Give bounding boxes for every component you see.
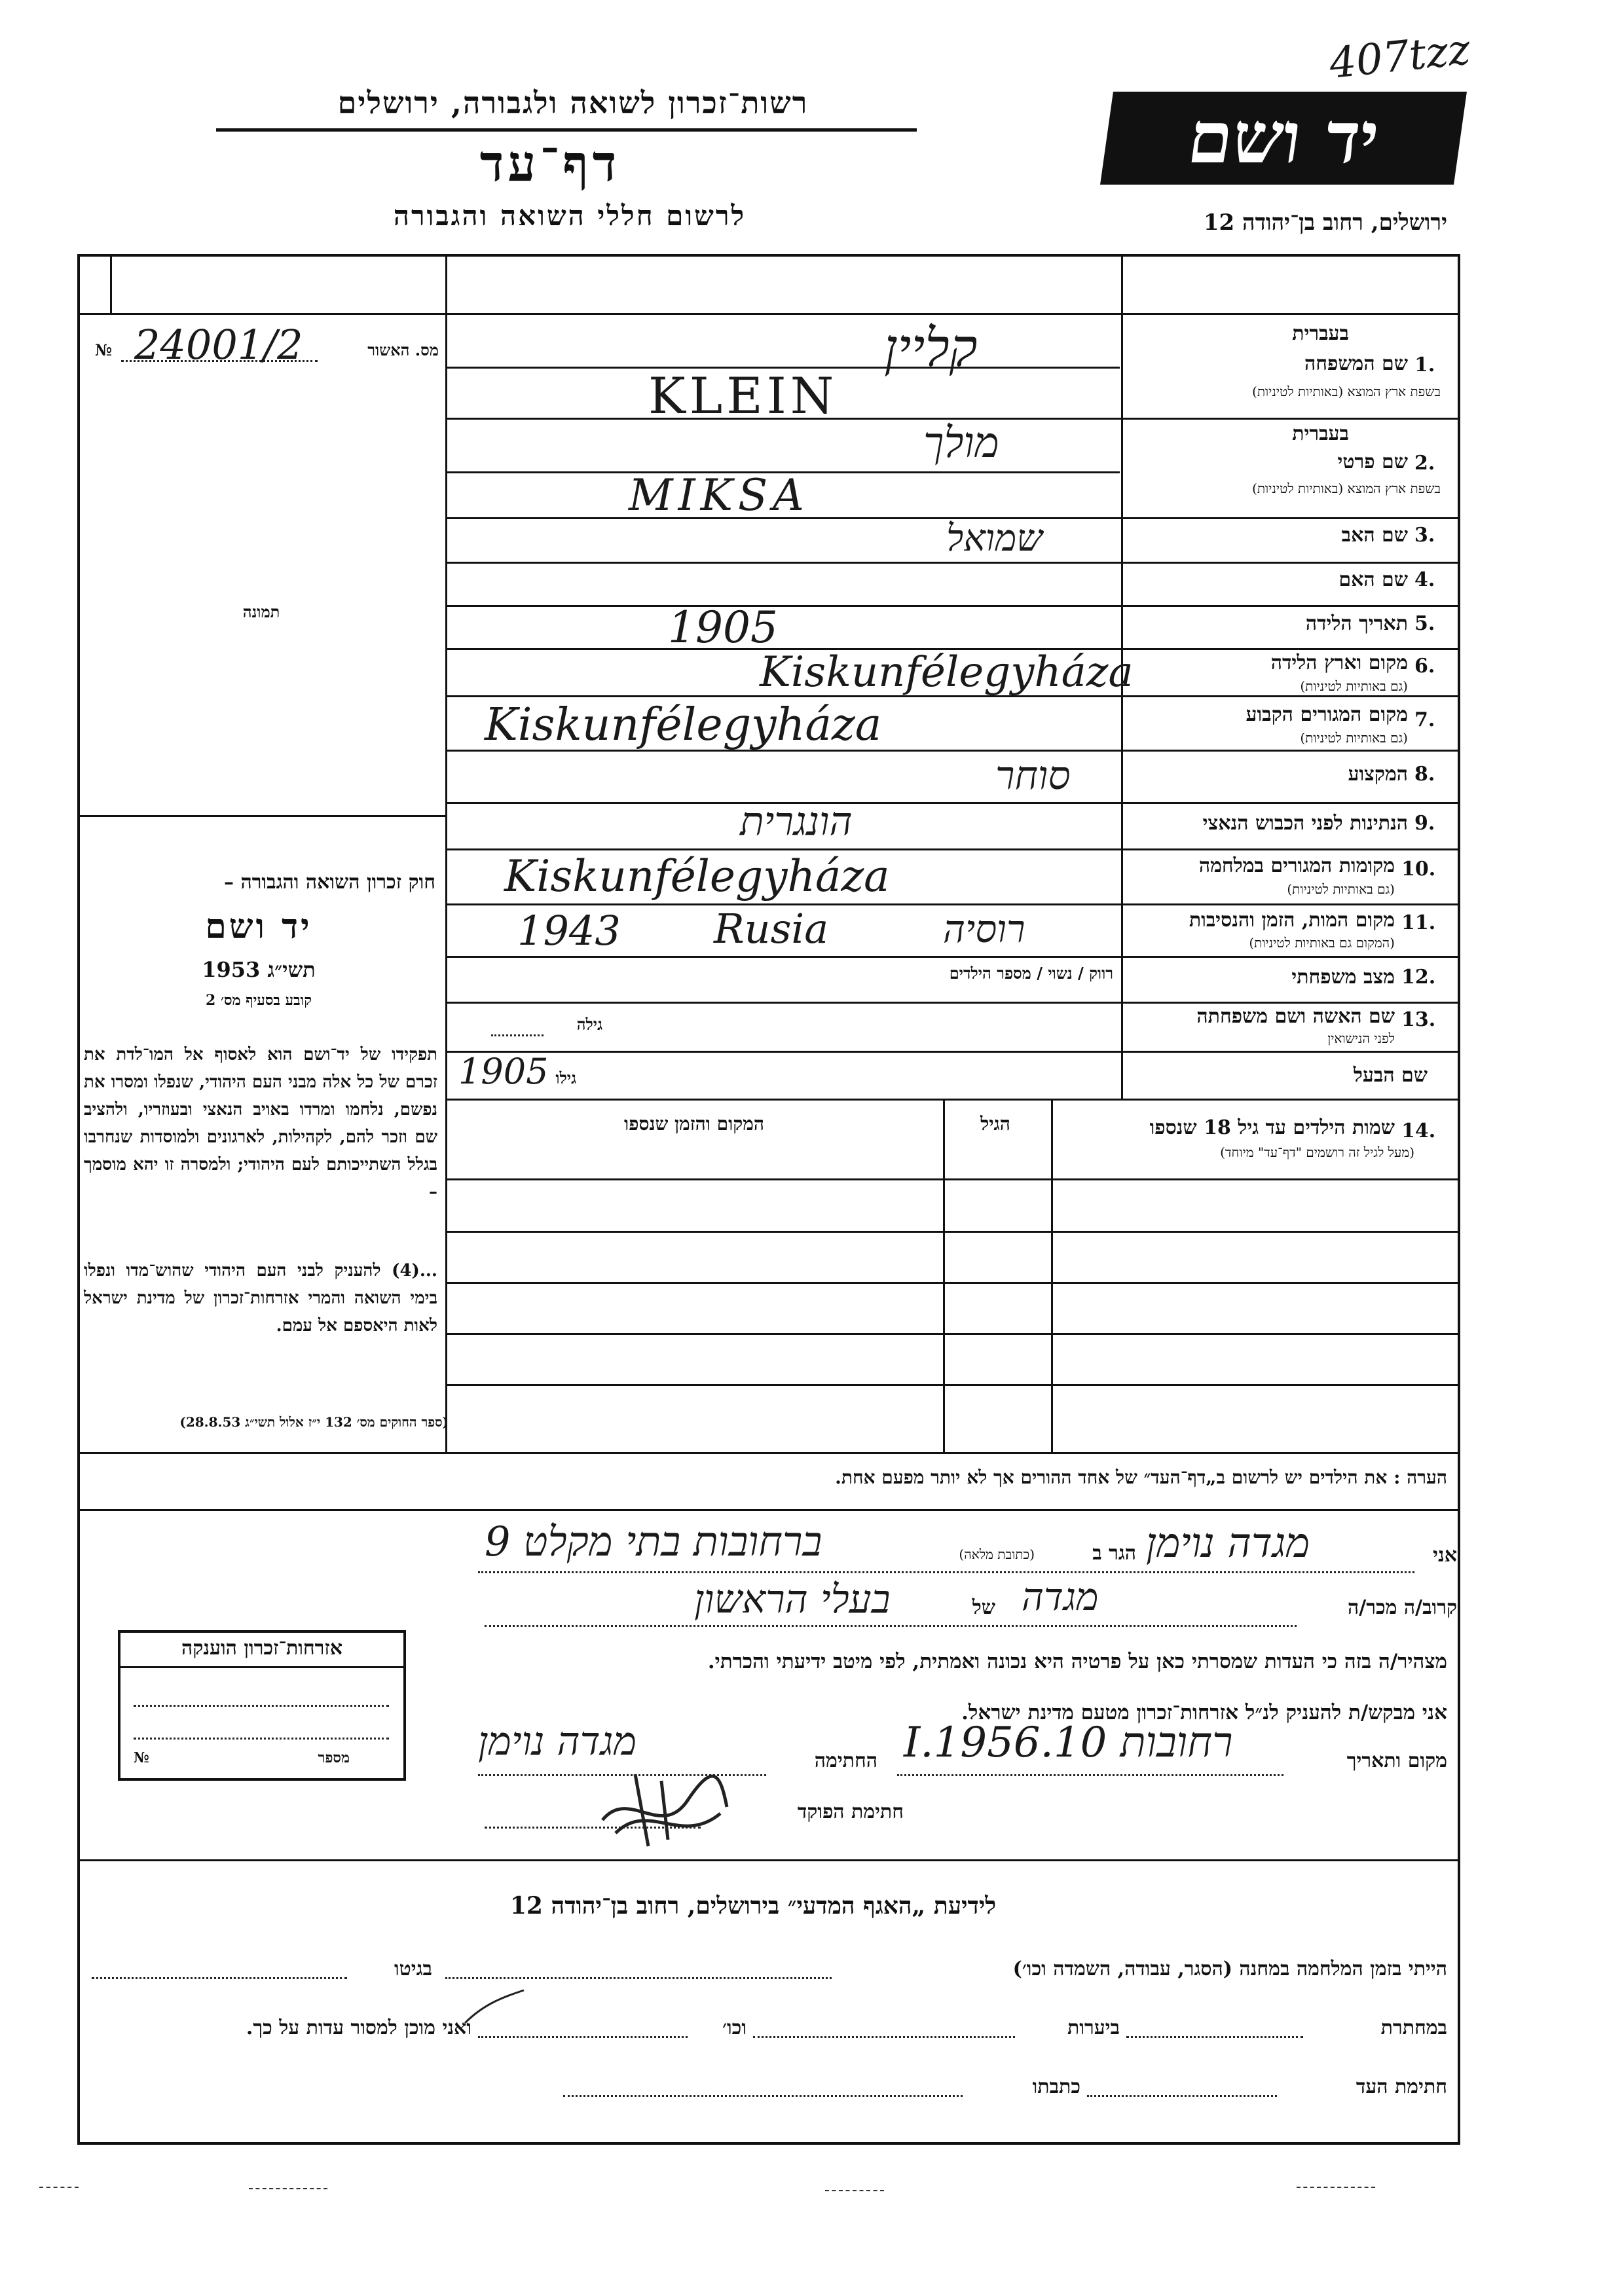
- field-1-label: שם המשפחה: [1304, 352, 1408, 375]
- decl-full-address-label: (כתובת מלאה): [959, 1546, 1035, 1562]
- law-citation: (ספר החוקים מס׳ 132 י״ז אלול תשי״ג 28.8.53): [179, 1414, 449, 1430]
- field-1-tag: בעברית: [1292, 322, 1349, 345]
- field-6-value[interactable]: Kiskunfélegyháza: [760, 648, 1134, 697]
- citizenship-box-title: אזרחות־זכרון הוענקה: [120, 1637, 403, 1668]
- children-bottom-line: [77, 1452, 1460, 1454]
- field-2-label: שם פרטי: [1337, 450, 1408, 473]
- field-2-hebrew-value[interactable]: מולך: [923, 419, 999, 467]
- decl-statement: מצהיר/ה בזה כי העדות שמסרתי כאן על פרטיה היא נכונה ואמתית, לפי מיטב ידיעתי והכרתי.: [707, 1650, 1447, 1673]
- decl-of-label: של: [972, 1596, 995, 1619]
- footer-line3-address: כתבתו: [1032, 2075, 1080, 2098]
- org-underline: [216, 128, 917, 132]
- field-11-place[interactable]: Rusia: [714, 905, 829, 953]
- footer-line3-witness-sig: חתימת העד: [1356, 2075, 1447, 2098]
- children-col-divider: [943, 1099, 945, 1452]
- footer-line1-camp: הייתי בזמן המלחמה במחנה (הסגר, עבודה, השמדה וכו׳): [1012, 1958, 1447, 1980]
- field-12-label: מצב משפחתי: [1291, 966, 1395, 989]
- children-number: 14.: [1401, 1120, 1436, 1142]
- field-10-sub: (גם באותיות לטיניות): [1287, 881, 1395, 897]
- footer-line2-forests: ביערות: [1067, 2016, 1120, 2039]
- footer-line2c-dotted: [478, 2036, 688, 2038]
- children-row-line: [445, 1333, 1460, 1335]
- field-13-label: שם האשה ושם משפחתה: [1196, 1005, 1395, 1028]
- decl-signature-value[interactable]: מגדה נוימן: [478, 1719, 637, 1764]
- address-line: ירושלים, רחוב בן־יהודה 12: [1203, 210, 1447, 236]
- field-5-label: תאריך הלידה: [1305, 612, 1408, 635]
- field-1-sub: בשפת ארץ המוצא (באותיות לטיניות): [1252, 384, 1441, 399]
- field-6-number: 6.: [1414, 655, 1435, 678]
- field-2-number: 2.: [1414, 452, 1435, 475]
- decl-place-date-dotted: [897, 1774, 1283, 1776]
- top-strip-tick: [110, 254, 112, 313]
- field-7-number: 7.: [1414, 708, 1435, 731]
- field-13-sub: לפני הנישואין: [1327, 1030, 1395, 1046]
- law-section: קובע בסעיף מס׳ 2: [205, 992, 312, 1009]
- children-label: שמות הילדים עד גיל 18 שנספו: [1149, 1116, 1395, 1139]
- citizenship-dotted: [134, 1738, 389, 1740]
- field-2-sub: בשפת ארץ המוצא (באותיות לטיניות): [1252, 481, 1441, 496]
- row-line: [445, 1051, 1460, 1053]
- scan-artifact: [39, 2187, 79, 2188]
- approval-label: מס. האשור: [367, 340, 439, 359]
- row-line: [445, 802, 1460, 804]
- field-3-label: שם האב: [1341, 524, 1408, 547]
- field-11-year[interactable]: 1943: [517, 907, 621, 955]
- field-9-number: 9.: [1414, 812, 1435, 835]
- decl-relative-label: קרוב/ה מכר/ה: [1348, 1596, 1457, 1619]
- row-line: [445, 562, 1460, 564]
- decl-request: אני מבקש/ת להעניק לנ״ל אזרחות־זכרון מטעם מדינת ישראל.: [961, 1701, 1447, 1724]
- field-3-value[interactable]: שמואל: [946, 517, 1043, 560]
- field-2-latin-value[interactable]: MIKSA: [629, 470, 809, 520]
- law-year: תשי״ג 1953: [202, 957, 316, 982]
- decl-place-date-value[interactable]: רחובות 10.I.1956: [904, 1719, 1233, 1767]
- approval-no-symbol: №: [95, 340, 113, 359]
- form-title: דף־עד: [479, 134, 621, 192]
- footer-notice: לידיעת „האגף המדעי״ בירושלים, רחוב בן־יהודה 12: [509, 1892, 997, 1920]
- field-1-hebrew-value[interactable]: קליין: [884, 318, 978, 378]
- scan-artifact: [825, 2190, 884, 2191]
- left-column-divider: [445, 254, 447, 1452]
- corner-handwritten-number: 407tzz: [1327, 25, 1473, 89]
- decl-relation-value[interactable]: בעלי הראשון: [694, 1576, 891, 1622]
- field-3-number: 3.: [1414, 524, 1435, 547]
- field-9-value[interactable]: הונגרית: [740, 799, 853, 845]
- top-strip-tick: [1121, 254, 1123, 313]
- scan-artifact: [1297, 2187, 1375, 2188]
- field-5-number: 5.: [1414, 612, 1435, 635]
- field-5-value[interactable]: 1905: [668, 602, 778, 653]
- law-title: חוק זכרון השואה והגבורה –: [224, 871, 435, 894]
- footer-line2b-dotted: [753, 2036, 1015, 2038]
- decl-lives-at: הגר ב: [1092, 1542, 1136, 1565]
- row-line: [445, 956, 1460, 958]
- inspector-signature-scribble: [589, 1761, 733, 1853]
- decl-inspector-label: חתימת הפוקד: [797, 1800, 904, 1823]
- footer-line3-dotted: [1087, 2095, 1277, 2097]
- footer-line1b-dotted: [92, 1977, 347, 1979]
- row-line: [445, 848, 1460, 850]
- husband-age-label: גילו: [555, 1068, 576, 1087]
- footer-line2-testimony: ואני מוכן למסור עדות על כך.: [246, 2016, 471, 2039]
- decl-place-date-label: מקום ותאריך: [1346, 1749, 1447, 1772]
- label-column-divider: [1121, 313, 1123, 1099]
- law-clause-4: ...(4) להעניק לבני העם היהודי שהוש־מדו ונפלו בימי השואה והמרי אזרחות־זכרון של מדינת ישראל לאות היאספם אל עמם.: [84, 1261, 437, 1336]
- decl-i-label: אני: [1433, 1544, 1457, 1567]
- children-row-line: [445, 1231, 1460, 1233]
- footer-line1-dotted: [445, 1977, 832, 1979]
- decl-bottom-line: [77, 1859, 1460, 1861]
- approval-number: 24001/2: [134, 321, 303, 369]
- field-12-printed-options: רווק / נשוי / מספר הילדים: [949, 964, 1113, 983]
- photo-label: תמונה: [242, 602, 280, 621]
- row-line: [445, 1002, 1460, 1004]
- field-1-latin-value[interactable]: KLEIN: [648, 367, 838, 425]
- yad-vashem-logo: [1100, 92, 1467, 185]
- field-1-number: 1.: [1414, 354, 1435, 376]
- top-strip-line: [77, 313, 1460, 315]
- org-line: רשות־זכרון לשואה ולגבורה, ירושלים: [337, 85, 809, 120]
- law-paragraph: תפקידו של יד־ושם הוא לאסוף אל המו־לדת את זכרם של כל אלה מבני העם היהודי, שנפלו ומסרו את נפשם, נלחמו ומרדו באויב הנאצי ובעוזריו, ולהציב שם וזכר להם, לקהילות, לארגונים ולמוסדות שנחרבו בגלל השתייכותם לעם היהודי; ולמסרה זו יהא מוסמך –: [84, 1045, 437, 1202]
- form-subtitle: לרשום חללי השואה והגבורה: [393, 200, 747, 232]
- footer-line2-etc: וכו׳: [722, 2016, 747, 2039]
- field-7-sub: (גם באותיות לטיניות): [1300, 730, 1408, 746]
- children-note: הערה : את הילדים יש לרשום ב„דף־העד״ של אחד ההורים אך לא יותר מפעם אחת.: [835, 1467, 1447, 1488]
- footer-line2-underground: במחתרת: [1380, 2016, 1447, 2039]
- field-6-label: מקום וארץ הלידה: [1270, 651, 1408, 674]
- field-10-number: 10.: [1401, 858, 1436, 881]
- decl-declarant-name[interactable]: מגדה נוימן: [1146, 1519, 1310, 1567]
- field-8-value[interactable]: סוחר: [995, 753, 1071, 799]
- field-13-age-label: גילה: [576, 1015, 602, 1034]
- note-line: [77, 1509, 1460, 1511]
- field-10-value[interactable]: Kiskunfélegyháza: [504, 851, 890, 902]
- field-2-tag: בעברית: [1292, 422, 1349, 445]
- citizenship-no-symbol: №: [134, 1749, 149, 1766]
- law-name: יד ושם: [205, 907, 312, 947]
- children-sub: (מעל לגיל זה רושמים "דף־עד" מיוחד): [1220, 1144, 1414, 1160]
- field-7-value[interactable]: Kiskunfélegyháza: [485, 699, 882, 751]
- row-line: [445, 1099, 1460, 1101]
- logo-text: יד ושם: [1183, 97, 1384, 179]
- decl-address-dotted: [478, 1571, 1414, 1573]
- husband-label: שם הבעל: [1353, 1064, 1428, 1087]
- field-7-label: מקום המגורים הקבוע: [1246, 703, 1408, 726]
- row-line: [445, 903, 1460, 905]
- field-9-label: הנתינות לפני הכבוש הנאצי: [1202, 812, 1408, 835]
- field-11-sub: (המקום גם באותיות לטיניות): [1249, 935, 1395, 951]
- field-12-number: 12.: [1401, 966, 1436, 989]
- decl-declarant-address[interactable]: ברחובות בתי מקלט 9: [485, 1518, 822, 1565]
- citizenship-dotted: [134, 1705, 389, 1707]
- decl-relation-of[interactable]: מגדה: [1022, 1575, 1099, 1619]
- children-col-place: המקום והזמן שנספו: [624, 1113, 764, 1135]
- field-11-number: 11.: [1401, 911, 1436, 934]
- husband-age-value[interactable]: 1905: [458, 1051, 549, 1092]
- field-8-label: המקצוע: [1348, 763, 1408, 786]
- field-6-sub: (גם באותיות לטיניות): [1300, 678, 1408, 694]
- footer-line1-ghetto: בגיטו: [394, 1958, 432, 1980]
- field-13-number: 13.: [1401, 1008, 1436, 1031]
- field-4-label: שם האם: [1338, 568, 1408, 591]
- field-4-number: 4.: [1414, 568, 1435, 591]
- children-row-line: [445, 1384, 1460, 1386]
- footer-line3b-dotted: [563, 2095, 963, 2097]
- children-col-divider: [1051, 1099, 1053, 1452]
- decl-relative-dotted: [485, 1625, 1297, 1627]
- citizenship-box: [118, 1630, 406, 1781]
- children-col-age: הגיל: [980, 1113, 1010, 1135]
- decl-inspector-dotted: [485, 1827, 701, 1829]
- field-8-number: 8.: [1414, 763, 1435, 786]
- photo-box-bottom: [77, 815, 445, 817]
- approval-dotted-line: [121, 360, 318, 362]
- field-13-age-dotted: [491, 1034, 544, 1036]
- row-line: [445, 605, 1460, 607]
- children-header-line: [445, 1178, 1460, 1180]
- children-row-line: [445, 1282, 1460, 1284]
- field-10-label: מקומות המגורים במלחמה: [1198, 854, 1395, 877]
- field-11-hebrew[interactable]: רוסיה: [943, 907, 1025, 951]
- field-11-label: מקום המות, הזמן והנסיבות: [1189, 909, 1395, 932]
- scan-artifact: [249, 2188, 327, 2189]
- footer-line2-dotted: [1126, 2036, 1303, 2038]
- citizenship-number-label: מספר: [318, 1749, 350, 1766]
- decl-signature-label: החתימה: [814, 1749, 877, 1772]
